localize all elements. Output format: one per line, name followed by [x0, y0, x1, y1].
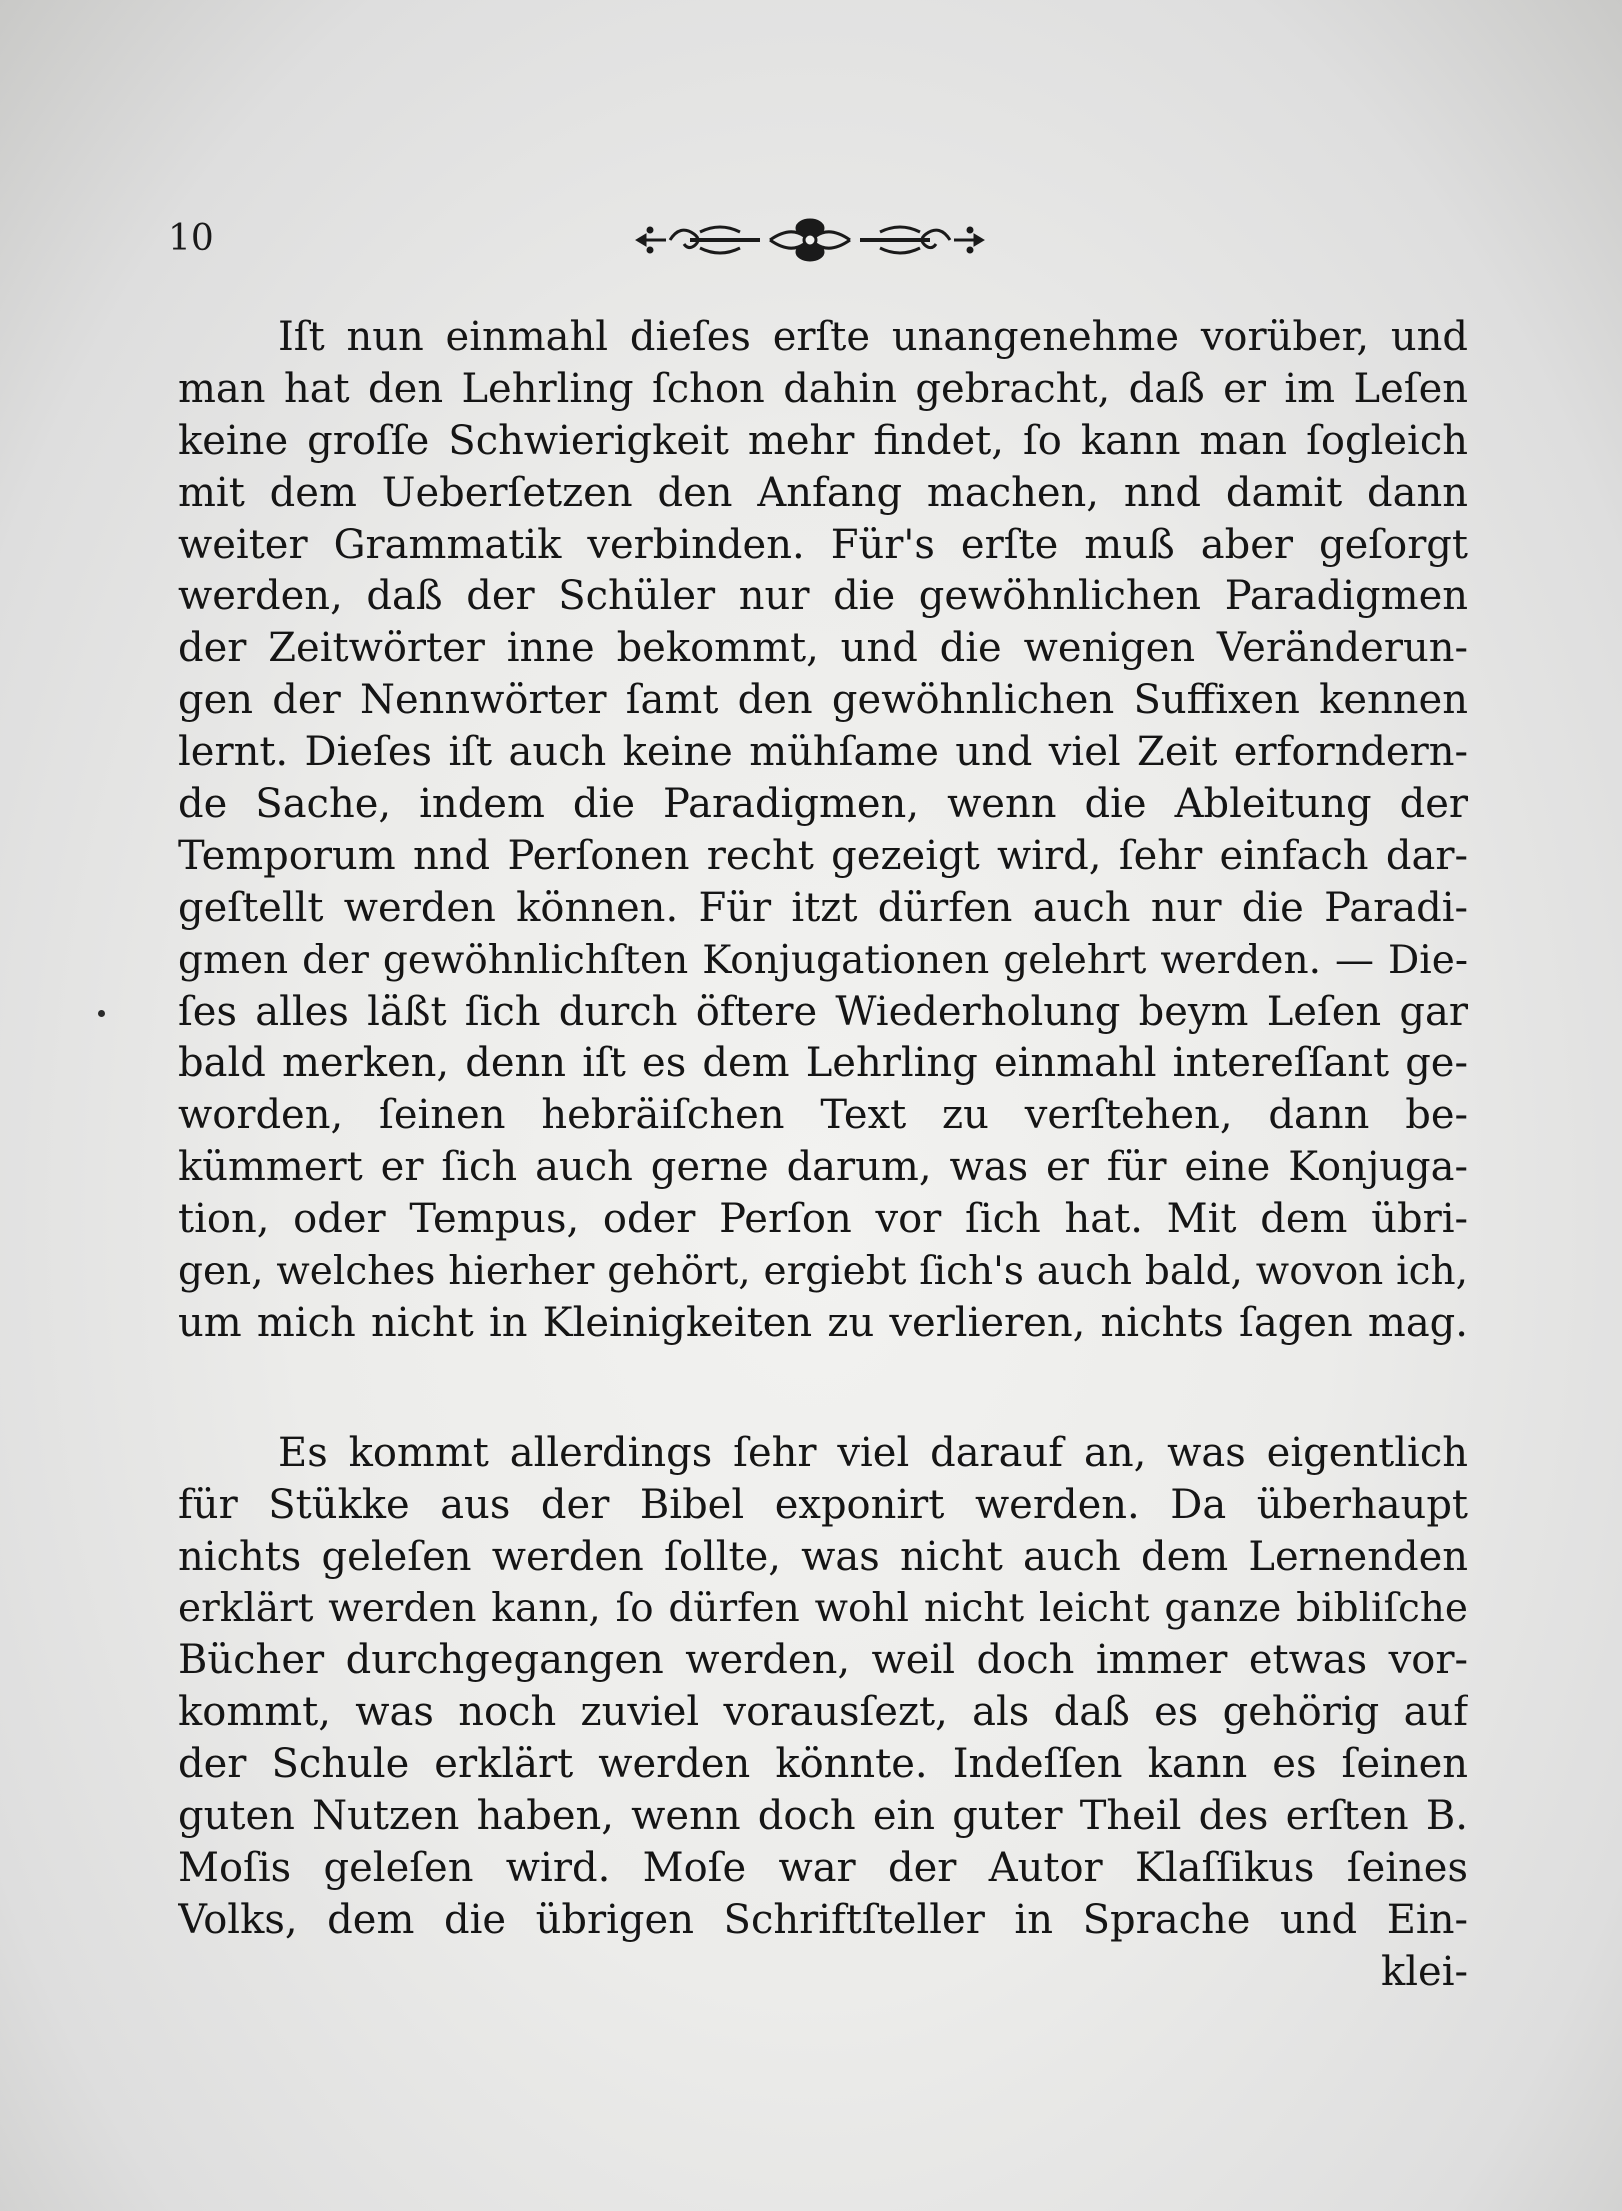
text-line: Es kommt allerdings ſehr viel darauf an, was eigentlich — [278, 1429, 1468, 1476]
text-line: Moſis geleſen wird. Moſe war der Autor Klaſſikus ſeines — [178, 1844, 1468, 1891]
text-line: de Sache, indem die Paradigmen, wenn die Ableitung der — [178, 781, 1468, 828]
ink-speck — [98, 1010, 105, 1017]
body-text — [178, 312, 1468, 1999]
text-line: kümmert er ſich auch gerne darum, was er für eine Konjuga- — [178, 1144, 1468, 1191]
text-line: keine groſſe Schwierigkeit mehr findet, ſo kann man ſogleich — [178, 417, 1468, 464]
text-line: werden, daß der Schüler nur die gewöhnlichen Paradigmen — [178, 573, 1468, 620]
text-line: geſtellt werden können. Für itzt dürfen auch nur die Paradi- — [178, 884, 1468, 931]
text-line: erklärt werden kann, ſo dürfen wohl nicht leicht ganze bibliſche — [178, 1586, 1468, 1632]
text-line: kommt, was noch zuviel vorausſezt, als daß es gehörig auf — [178, 1689, 1468, 1736]
fleuron-ornament-icon — [630, 208, 990, 272]
text-line: man hat den Lehrling ſchon dahin gebracht, daß er im Leſen — [178, 365, 1468, 412]
text-line: Volks, dem die übrigen Schriftſteller in Sprache und Ein- — [178, 1896, 1468, 1943]
text-line: tion, oder Tempus, oder Perſon vor ſich hat. Mit dem übri- — [178, 1196, 1468, 1243]
catchword: klei- — [1380, 1948, 1468, 1995]
text-line: Temporum nnd Perſonen recht gezeigt wird, ſehr einfach dar- — [178, 832, 1468, 879]
text-line: ſes alles läßt ſich durch öftere Wiederholung beym Leſen gar — [178, 988, 1468, 1035]
text-line: der Zeitwörter inne bekommt, und die wenigen Veränderun- — [178, 625, 1468, 672]
paragraph-1 — [178, 312, 1468, 1350]
text-line: für Stükke aus der Bibel exponirt werden. Da überhaupt — [178, 1481, 1468, 1528]
text-line: bald merken, denn iſt es dem Lehrling einmahl intereſſant ge- — [178, 1040, 1468, 1087]
page-number: 10 — [168, 218, 214, 259]
text-line: nichts geleſen werden ſollte, was nicht auch dem Lernenden — [178, 1533, 1468, 1580]
text-line: lernt. Dieſes iſt auch keine mühſame und viel Zeit erforndern- — [178, 729, 1468, 776]
text-line: gmen der gewöhnlichſten Konjugationen gelehrt werden. — Die- — [178, 937, 1468, 983]
text-line: um mich nicht in Kleinigkeiten zu verlieren, nichts ſagen mag. — [178, 1299, 1468, 1346]
text-line: der Schule erklärt werden könnte. Indeſſen kann es ſeinen — [178, 1741, 1468, 1788]
text-line: gen der Nennwörter ſamt den gewöhnlichen Suffixen kennen — [178, 677, 1468, 724]
text-line: Bücher durchgegangen werden, weil doch immer etwas vor- — [178, 1637, 1468, 1684]
text-line: mit dem Ueberſetzen den Anfang machen, nnd damit dann — [178, 469, 1468, 516]
paragraph-2 — [178, 1428, 1468, 1999]
text-line: weiter Grammatik verbinden. Für's erſte muß aber geſorgt — [178, 521, 1468, 568]
text-line: Iſt nun einmahl dieſes erſte unangenehme vorüber, und — [278, 314, 1468, 360]
text-line: guten Nutzen haben, wenn doch ein guter Theil des erſten B. — [178, 1793, 1468, 1840]
text-line: worden, ſeinen hebräiſchen Text zu verſtehen, dann be- — [178, 1092, 1468, 1139]
text-line: gen, welches hierher gehört, ergiebt ſich's auch bald, wovon ich, — [178, 1249, 1468, 1295]
